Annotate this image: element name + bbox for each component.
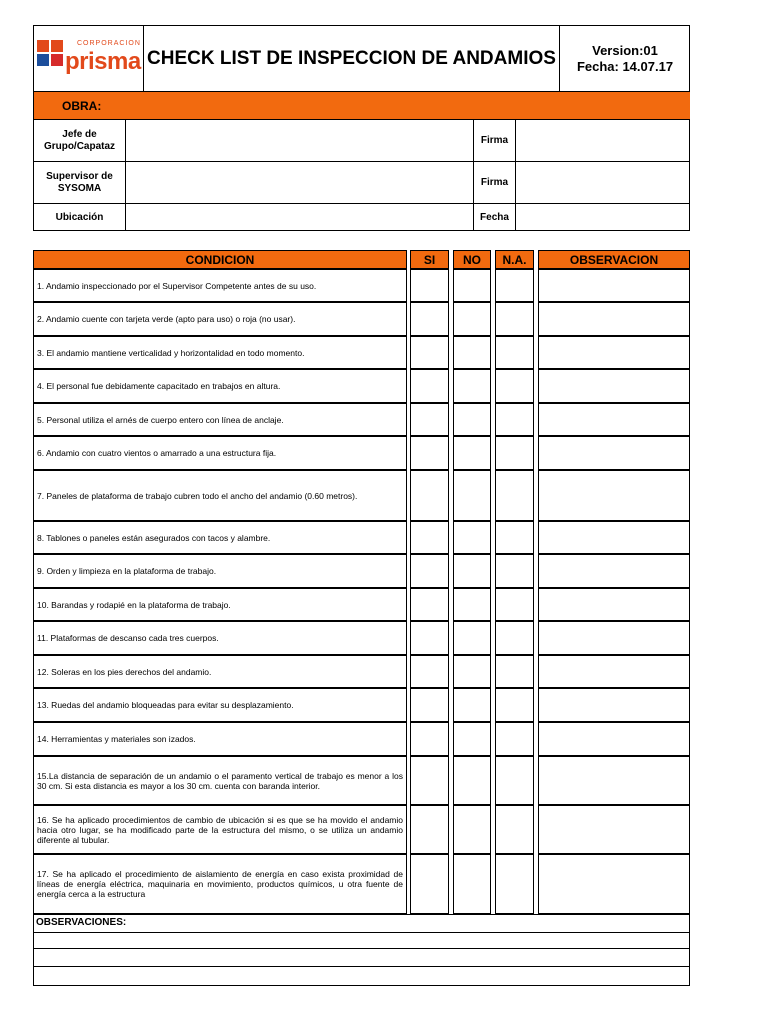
header-na [495,250,534,269]
no-checkbox[interactable] [453,470,491,521]
checklist-item [33,655,407,688]
no-checkbox[interactable] [453,621,491,655]
checklist-item [33,588,407,621]
observacion-field[interactable] [538,621,690,655]
form-title [144,26,560,92]
na-checkbox[interactable] [495,369,534,403]
na-checkbox[interactable] [495,269,534,302]
observacion-field[interactable] [538,470,690,521]
na-checkbox[interactable] [495,621,534,655]
checklist-item-text: 7. Paneles de plataforma de trabajo cubren todo el ancho del andamio (0.60 metros). [37,490,358,501]
header-si-text: SI [423,252,436,267]
si-checkbox[interactable] [410,655,449,688]
checklist-item [33,688,407,722]
firma-label-cell-1 [474,120,516,162]
observacion-field[interactable] [538,336,690,369]
observacion-field[interactable] [538,369,690,403]
si-checkbox[interactable] [410,269,449,302]
prisma-logo [37,37,141,75]
checklist-item-text: 2. Andamio cuente con tarjeta verde (apto para uso) o roja (no usar). [37,314,296,324]
checklist-item-text: 1. Andamio inspeccionado por el Supervisor Competente antes de su uso. [37,280,317,291]
header-condicion-text: CONDICION [185,252,255,267]
no-checkbox[interactable] [453,554,491,588]
checklist-item-text: 6. Andamio con cuatro vientos o amarrado a una estructura fija. [37,448,277,458]
no-checkbox[interactable] [453,336,491,369]
checklist-item [33,336,407,369]
checklist-item [33,854,407,914]
jefe-label-cell [34,120,126,162]
version-date: Fecha: 14.07.17 [576,58,674,74]
checklist-item-text: 5. Personal utiliza el arnés de cuerpo entero con línea de anclaje. [37,414,284,425]
no-checkbox[interactable] [453,588,491,621]
checklist-item-text: 3. El andamio mantiene verticalidad y horizontalidad en todo momento. [37,347,305,358]
si-checkbox[interactable] [410,369,449,403]
observacion-field[interactable] [538,403,690,436]
supervisor-label-cell [34,162,126,204]
form-title-text: CHECK LIST DE INSPECCION DE ANDAMIOS [147,47,556,69]
checklist-item [33,470,407,521]
na-checkbox[interactable] [495,688,534,722]
version-text: Version:01 [592,42,658,58]
si-checkbox[interactable] [410,521,449,554]
logo-brand-text: prisma [65,48,141,75]
form-header [33,25,690,231]
checklist-item-text: 4. El personal fue debidamente capacitado en trabajos en altura. [37,381,281,391]
si-checkbox[interactable] [410,554,449,588]
supervisor-field[interactable] [126,162,474,204]
observations-label: OBSERVACIONES: [36,917,127,928]
no-checkbox[interactable] [453,805,491,854]
checklist-item-text: 12. Soleras en los pies derechos del andamio. [37,666,212,677]
jefe-field[interactable] [126,120,474,162]
si-checkbox[interactable] [410,688,449,722]
firma-field-2[interactable] [516,162,690,204]
ubicacion-field[interactable] [126,204,474,231]
no-checkbox[interactable] [453,436,491,470]
na-checkbox[interactable] [495,722,534,756]
supervisor-label: Supervisor de SYSOMA [46,170,113,194]
no-checkbox[interactable] [453,521,491,554]
no-checkbox[interactable] [453,369,491,403]
checklist-item [33,756,407,805]
observacion-field[interactable] [538,655,690,688]
checklist-item [33,722,407,756]
firma-label-1: Firma [480,134,509,146]
si-checkbox[interactable] [410,336,449,369]
observation-line[interactable] [34,948,689,949]
firma-field-1[interactable] [516,120,690,162]
na-checkbox[interactable] [495,521,534,554]
si-checkbox[interactable] [410,403,449,436]
firma-label-2: Firma [480,176,509,188]
checklist-item-text: 17. Se ha aplicado el procedimiento de aislamiento de energía en caso exista proximidad de líneas de energía eléctrica, maquinaria en movimiento, productos químicos, u otra fuente de energía cerca a la estructura [37,869,403,899]
na-checkbox[interactable] [495,302,534,336]
checklist-item [33,554,407,588]
version-block [560,26,690,92]
header-no [453,250,491,269]
checklist-item [33,269,407,302]
observacion-field[interactable] [538,588,690,621]
si-checkbox[interactable] [410,588,449,621]
fecha-label-cell [474,204,516,231]
na-checkbox[interactable] [495,336,534,369]
ubicacion-label: Ubicación [55,211,104,223]
no-checkbox[interactable] [453,854,491,914]
observacion-field[interactable] [538,436,690,470]
header-no-text: NO [463,252,481,267]
no-checkbox[interactable] [453,403,491,436]
na-checkbox[interactable] [495,756,534,805]
observacion-field[interactable] [538,854,690,914]
observacion-field[interactable] [538,521,690,554]
na-checkbox[interactable] [495,655,534,688]
si-checkbox[interactable] [410,722,449,756]
observacion-field[interactable] [538,269,690,302]
checklist-item [33,521,407,554]
na-checkbox[interactable] [495,805,534,854]
checklist-item [33,621,407,655]
checklist-item [33,403,407,436]
observacion-field[interactable] [538,722,690,756]
header-si [410,250,449,269]
header-condicion [33,250,407,269]
observation-line[interactable] [34,966,689,967]
no-checkbox[interactable] [453,655,491,688]
logo-corporation-text: CORPORACION [77,40,141,47]
obra-label: OBRA: [62,98,102,113]
checklist-item [33,302,407,336]
si-checkbox[interactable] [410,302,449,336]
observacion-field[interactable] [538,756,690,805]
checklist-item-text: 15.La distancia de separación de un andamio o el paramento vertical de trabajo es menor a los 30 cm. Si esta distancia es mayor a los 30 cm. cuenta con baranda interior. [37,770,403,791]
checklist-item-text: 14. Herramientas y materiales son izados. [37,734,196,744]
si-checkbox[interactable] [410,470,449,521]
header-observacion-text: OBSERVACION [569,252,659,267]
na-checkbox[interactable] [495,588,534,621]
si-checkbox[interactable] [410,436,449,470]
no-checkbox[interactable] [453,722,491,756]
observacion-field[interactable] [538,688,690,722]
fecha-label: Fecha [480,211,509,223]
header-na-text: N.A. [502,252,527,267]
checklist-table [33,250,690,915]
ubicacion-label-cell [34,204,126,231]
fecha-field[interactable] [516,204,690,231]
header-observacion [538,250,690,269]
checklist-item [33,369,407,403]
observations-section [33,914,690,986]
observacion-field[interactable] [538,554,690,588]
si-checkbox[interactable] [410,621,449,655]
na-checkbox[interactable] [495,403,534,436]
observation-line[interactable] [34,932,689,933]
no-checkbox[interactable] [453,756,491,805]
checklist-item-text: 16. Se ha aplicado procedimientos de cambio de ubicación si es que se ha movido el andamio hacia otro lugar, se ha modificado parte de la estructura del mismo, o se utiliza un andamio diferente al tubular. [37,814,403,845]
na-checkbox[interactable] [495,554,534,588]
no-checkbox[interactable] [453,688,491,722]
no-checkbox[interactable] [453,269,491,302]
checklist-item [33,436,407,470]
no-checkbox[interactable] [453,302,491,336]
jefe-label: Jefe de Grupo/Capataz [43,128,116,152]
observacion-field[interactable] [538,805,690,854]
checklist-item-text: 11. Plataformas de descanso cada tres cuerpos. [37,633,219,643]
na-checkbox[interactable] [495,854,534,914]
checklist-item-text: 10. Barandas y rodapié en la plataforma de trabajo. [37,599,231,610]
checklist-item [33,805,407,854]
logo-cell [34,26,144,92]
observacion-field[interactable] [538,302,690,336]
si-checkbox[interactable] [410,805,449,854]
na-checkbox[interactable] [495,470,534,521]
checklist-item-text: 13. Ruedas del andamio bloqueadas para evitar su desplazamiento. [37,700,294,710]
si-checkbox[interactable] [410,854,449,914]
checklist-item-text: 8. Tablones o paneles están asegurados con tacos y alambre. [37,532,271,543]
checklist-item-text: 9. Orden y limpieza en la plataforma de trabajo. [37,566,217,576]
na-checkbox[interactable] [495,436,534,470]
si-checkbox[interactable] [410,756,449,805]
obra-bar[interactable] [34,92,690,120]
firma-label-cell-2 [474,162,516,204]
